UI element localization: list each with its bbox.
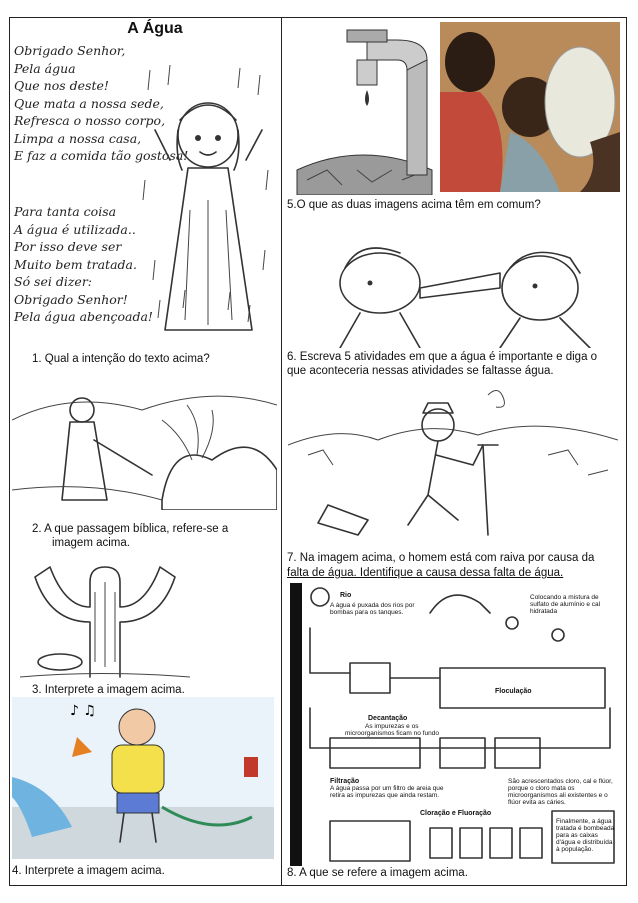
- page-title: A Água: [127, 20, 183, 37]
- poem-line: E faz a comida tão gostosa!: [14, 148, 189, 163]
- label-mistura: Colocando a mistura de: [530, 594, 599, 601]
- label-mistura-3: hidratada: [530, 608, 558, 615]
- question-6-line-1: 6. Escreva 5 atividades em que a água é importante e diga o: [287, 351, 598, 363]
- label-decantacao-desc-1: As impurezas e os: [365, 723, 419, 730]
- label-cloro-1: São acrescentados cloro, cal e flúor,: [508, 778, 613, 785]
- column-divider: [281, 17, 282, 886]
- label-decantacao: Decantação: [368, 715, 408, 722]
- label-cloro-2: porque o cloro mata os: [508, 785, 575, 792]
- question-7-line-1: 7. Na imagem acima, o homem está com raiva por causa da: [287, 552, 595, 564]
- label-filtracao: Filtração: [330, 778, 360, 785]
- water-waste-cartoon: [12, 697, 274, 859]
- poem-stanza-2: [14, 203, 153, 326]
- label-floculacao: Floculação: [495, 688, 532, 695]
- question-6-line-2: que aconteceria nessas atividades se faltasse água.: [287, 365, 554, 377]
- label-final-2: tratada é bombeada: [556, 825, 615, 832]
- label-cloracao: Cloração e Fluoração: [420, 810, 492, 817]
- poem-line: Muito bem tratada.: [14, 256, 137, 272]
- boys-drinking-illustration: [300, 228, 615, 348]
- svg-text:♪ ♫: ♪ ♫: [70, 703, 96, 719]
- dry-faucet-illustration: [287, 20, 437, 195]
- label-rio: Rio: [340, 592, 352, 599]
- label-filtracao-desc-1: A água passa por um filtro de areia que: [330, 785, 444, 792]
- question-2-line-1: 2. A que passagem bíblica, refere-se a: [32, 523, 229, 535]
- poem-line: Para tanta coisa: [14, 204, 117, 219]
- girl-in-rain-illustration: [140, 60, 275, 340]
- poem-line: Que mata a nossa sede,: [14, 95, 164, 111]
- water-treatment-diagram: [290, 583, 620, 866]
- question-3: 3. Interprete a imagem acima.: [32, 684, 185, 696]
- label-cloro-3: microorganismos ali existentes e o: [508, 792, 608, 799]
- poem-line: Refresca o nosso corpo,: [14, 113, 166, 128]
- label-final-1: Finalmente, a água: [556, 818, 612, 825]
- question-2-line-2: imagem acima.: [52, 537, 130, 549]
- question-7-line-2: falta de água. Identifique a causa dessa falta de água.: [287, 567, 564, 579]
- poem-line: Pela água: [14, 60, 76, 76]
- question-1: 1. Qual a intenção do texto acima?: [32, 353, 210, 365]
- poem-line: Que nos deste!: [14, 78, 109, 93]
- poem-line: Só sei dizer:: [14, 274, 93, 289]
- angry-man-dry-tap-illustration: [288, 385, 618, 545]
- cactus-slingshot-illustration: [20, 552, 190, 682]
- poem-line: Por isso deve ser: [14, 239, 122, 254]
- label-decantacao-desc-2: microorganismos ficam no fundo: [345, 730, 439, 737]
- question-5: 5.O que as duas imagens acima têm em comum?: [287, 199, 541, 211]
- label-filtracao-desc-2: retira as impurezas que ainda restam.: [330, 792, 440, 799]
- question-8: 8. A que se refere a imagem acima.: [287, 867, 468, 879]
- poem-line: Limpa a nossa casa,: [14, 130, 142, 146]
- poem-line: Obrigado Senhor!: [14, 291, 128, 307]
- label-mistura-2: sulfato de alumínio e cal: [530, 601, 601, 608]
- poem-line: Pela água abençoada!: [14, 309, 153, 324]
- question-4: 4. Interprete a imagem acima.: [12, 865, 165, 877]
- label-rio-desc-2: bombas para os tanques.: [330, 609, 404, 616]
- label-cloro-4: flúor evita as cáries.: [508, 799, 566, 806]
- label-rio-desc: A água é puxada dos rios por: [330, 602, 415, 609]
- poem-line: Obrigado Senhor,: [14, 43, 126, 58]
- label-final-5: à população.: [556, 846, 594, 853]
- label-final-4: d'água e distribuída: [556, 839, 613, 846]
- child-drinking-photo: [440, 22, 620, 192]
- label-final-3: para as caixas: [556, 832, 598, 839]
- poem-line: A água é utilizada..: [14, 221, 136, 237]
- moses-striking-rock-illustration: [12, 380, 277, 510]
